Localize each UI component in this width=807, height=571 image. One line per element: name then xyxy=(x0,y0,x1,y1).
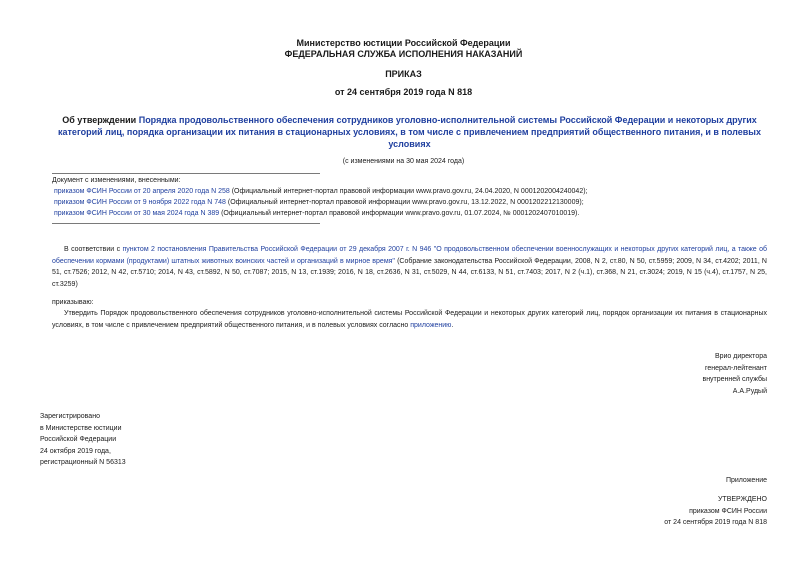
change-text: (Официальный интернет-портал правовой информации www.pravo.gov.ru, 01.07.2024, № 0001202407010019). xyxy=(219,210,580,217)
approved-line: УТВЕРЖДЕНО xyxy=(717,496,767,503)
approved-line: от 24 сентября 2019 года N 818 xyxy=(664,519,767,526)
signature-line: А.А.Рудый xyxy=(732,387,767,395)
basis-link[interactable]: пунктом 2 постановления Правительства Российской Федерации от 29 декабря 2007 г. N 946 "О продовольственном обеспечении военнослужащих и некоторых других категорий лиц, а также об обеспечении кормами (продуктами) штатных животных воинских частей и организаций в мирное время" xyxy=(52,246,767,265)
registration-line: регистрационный N 56313 xyxy=(40,459,126,466)
basis-suffix: (Собрание законодательства Российской Федерации, 2008, N 2, ст.80, N 50, ст.5959; 2009, N 34, ст.4202; 2011, N 51, ст.7526; 2012, N 42, ст.5710; 2014, N 43, ст.5892, N 50, ст.7087; 2015, N 13, ст.1939; 2016, N 18, ст.2636, N 31, ст.5029, N 44, ст.6133, N 51, ст.7403; 2017, N 2 (ч.1), ст.368, N 21, ст.3024; 2019, N 15 (ч.4), ст.1757, N 25, ст.3259) xyxy=(52,257,767,288)
document-date: от 24 сентября 2019 года N 818 xyxy=(334,87,473,97)
change-text: (Официальный интернет-портал правовой информации www.pravo.gov.ru, 24.04.2020, N 0001202004240042); xyxy=(229,188,588,195)
document-type: ПРИКАЗ xyxy=(385,69,422,79)
changes-block xyxy=(52,175,777,219)
change-link[interactable]: приказом ФСИН России от 9 ноября 2022 года N 748 xyxy=(54,199,226,206)
registration-line: в Министерстве юстиции xyxy=(40,424,122,432)
amended-note: (с изменениями на 30 мая 2024 года) xyxy=(342,158,465,165)
signature-line: внутренней службы xyxy=(702,376,767,383)
change-link[interactable]: приказом ФСИН России от 30 мая 2024 года N 389 xyxy=(54,210,220,217)
signature-block xyxy=(702,351,767,397)
signature-line: генерал-лейтенант xyxy=(705,364,767,372)
title-prefix: Об утверждении xyxy=(62,115,139,125)
approved-line: приказом ФСИН России xyxy=(689,507,767,515)
registration-line: Российской Федерации xyxy=(40,436,117,443)
order-paragraph xyxy=(52,308,767,331)
ministry-name: Министерство юстиции Российской Федерации xyxy=(296,38,511,48)
document-title xyxy=(52,114,767,150)
registration-line: Зарегистрировано xyxy=(40,413,100,420)
basis-paragraph xyxy=(52,244,767,290)
basis-prefix: В соответствии с xyxy=(64,246,123,253)
appendix-link[interactable]: приложению xyxy=(410,321,452,329)
changes-item xyxy=(52,208,777,219)
changes-item xyxy=(52,197,777,208)
registration-block xyxy=(40,411,126,469)
registration-line: 24 октября 2019 года, xyxy=(40,447,111,455)
change-link[interactable]: приказом ФСИН России от 20 апреля 2020 года N 258 xyxy=(54,188,230,195)
change-text: (Официальный интернет-портал правовой информации www.pravo.gov.ru, 13.12.2022, N 0001202212130009); xyxy=(225,199,584,206)
approved-block xyxy=(664,494,767,529)
service-name: ФЕДЕРАЛЬНАЯ СЛУЖБА ИСПОЛНЕНИЯ НАКАЗАНИЙ xyxy=(284,49,523,59)
divider-bottom xyxy=(52,223,320,224)
signature-line: Врио директора xyxy=(714,353,767,360)
changes-item xyxy=(52,186,777,197)
appendix-label: Приложение xyxy=(725,477,767,484)
title-link[interactable]: Порядка продовольственного обеспечения сотрудников уголовно-исполнительной системы Российской Федерации и некоторых других категорий лиц, порядка организации их питания в стационарных условиях, в том числе с привлечением предприятий общественного питания, и в полевых условиях xyxy=(58,115,761,149)
order-text: Утвердить Порядок продовольственного обеспечения сотрудников уголовно-исполнительной системы Российской Федерации и некоторых других категорий лиц, порядок организации их питания в стационарных условиях, в том числе с привлечением предприятий общественного питания, и в полевых условиях согласно xyxy=(52,310,767,329)
changes-intro: Документ с изменениями, внесенными: xyxy=(52,177,181,184)
order-end: . xyxy=(451,321,454,329)
order-word: приказываю: xyxy=(52,299,94,306)
divider-top xyxy=(52,173,320,174)
